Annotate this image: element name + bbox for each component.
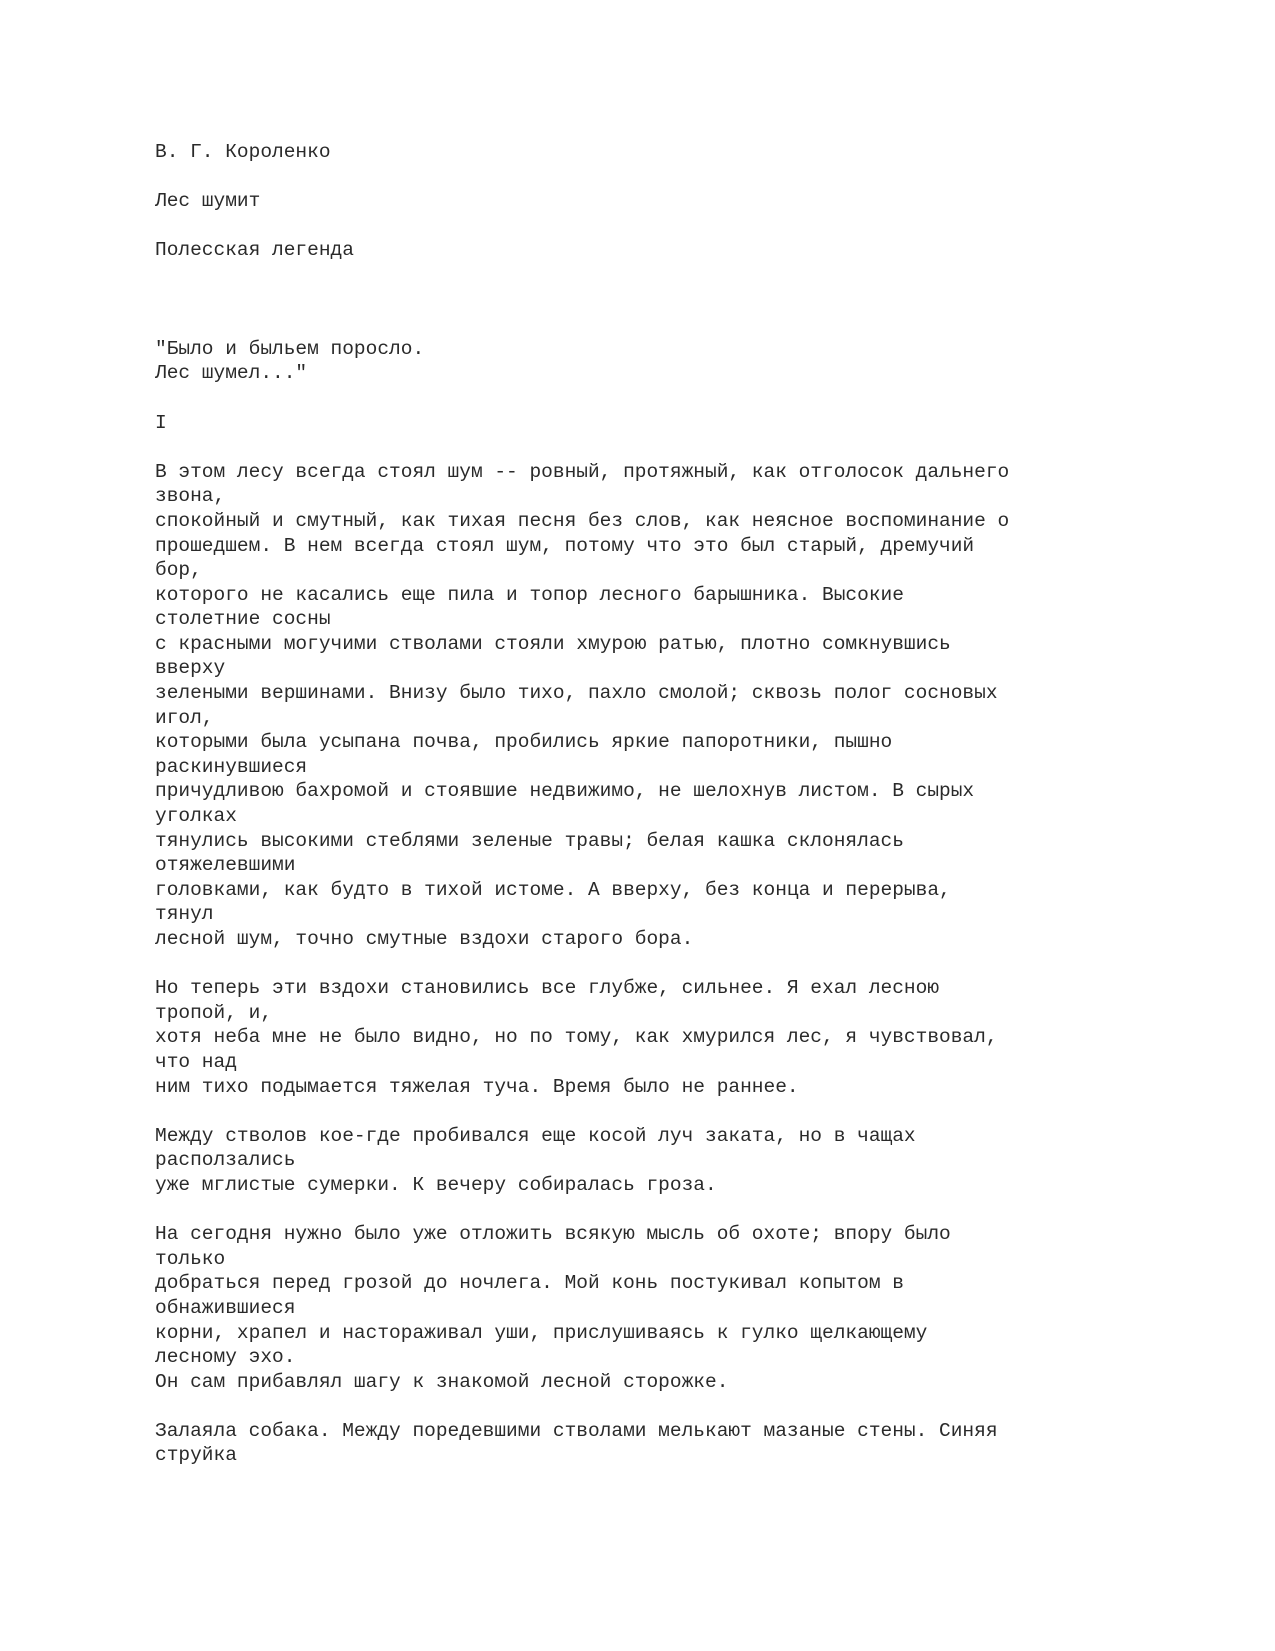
text-line: зелеными вершинами. Внизу было тихо, пахло смолой; сквозь полог сосновых (155, 682, 998, 705)
paragraph (155, 1419, 1235, 1468)
text-line: звона, (155, 485, 226, 508)
paragraph (155, 1124, 1235, 1198)
text-line: хотя неба мне не было видно, но по тому, как хмурился лес, я чувствовал, (155, 1026, 998, 1049)
text-line: лесному эхо. (155, 1346, 296, 1369)
text-line: тянулись высокими стеблями зеленые травы; белая кашка склонялась (155, 829, 904, 852)
text-line: добраться перед грозой до ночлега. Мой конь постукивал копытом в (155, 1272, 904, 1295)
text-line: Он сам прибавлял шагу к знакомой лесной сторожке. (155, 1370, 729, 1393)
text-line: обнажившиеся (155, 1296, 296, 1319)
text-line: что над (155, 1050, 237, 1073)
text-line: бор, (155, 559, 202, 582)
text-line: которыми была усыпана почва, пробились яркие папоротники, пышно (155, 731, 893, 754)
text-line: которого не касались еще пила и топор лесного барышника. Высокие (155, 583, 904, 606)
text-line: лесной шум, точно смутные вздохи старого бора. (155, 928, 694, 951)
text-line: На сегодня нужно было уже отложить всякую мысль об охоте; впору было (155, 1223, 951, 1246)
text-line: расползались (155, 1149, 296, 1172)
text-line: струйка (155, 1444, 237, 1467)
text-line: отяжелевшими (155, 854, 296, 877)
text-line: уголках (155, 805, 237, 828)
epigraph-line: "Было и быльем поросло. (155, 337, 425, 360)
text-line: тянул (155, 903, 214, 926)
paragraph (155, 460, 1235, 952)
text-line: с красными могучими стволами стояли хмурою ратью, плотно сомкнувшись (155, 632, 951, 655)
text-line: корни, храпел и настораживал уши, прислушиваясь к гулко щелкающему (155, 1321, 928, 1344)
text-line: Между стволов кое-где пробивался еще косой луч заката, но в чащах (155, 1124, 916, 1147)
text-line: игол, (155, 706, 214, 729)
text-line: только (155, 1247, 226, 1270)
text-line: прошедшем. В нем всегда стоял шум, потому что это был старый, дремучий (155, 534, 975, 557)
text-line: Но теперь эти вздохи становились все глубже, сильнее. Я ехал лесною (155, 977, 940, 1000)
text-line: тропой, и, (155, 1001, 273, 1024)
title-line: Лес шумит (155, 190, 261, 213)
text-line: раскинувшиеся (155, 755, 308, 778)
text-line: вверху (155, 657, 226, 680)
subtitle-line: Полесская легенда (155, 239, 354, 262)
text-line: ним тихо подымается тяжелая туча. Время было не раннее. (155, 1075, 799, 1098)
paragraph (155, 1222, 1235, 1394)
text-line: уже мглистые сумерки. К вечеру собиралась гроза. (155, 1173, 717, 1196)
epigraph-line: Лес шумел..." (155, 362, 308, 385)
chapter-number: I (155, 411, 167, 434)
author-line: В. Г. Короленко (155, 141, 331, 163)
document-text (155, 140, 1235, 1468)
text-line: Залаяла собака. Между поредевшими стволами мелькают мазаные стены. Синяя (155, 1419, 998, 1442)
text-line: головками, как будто в тихой истоме. А вверху, без конца и перерыва, (155, 878, 951, 901)
text-line: столетние сосны (155, 608, 331, 631)
text-line: причудливою бахромой и стоявшие недвижимо, не шелохнув листом. В сырых (155, 780, 975, 803)
text-line: В этом лесу всегда стоял шум -- ровный, протяжный, как отголосок дальнего (155, 460, 1010, 483)
paragraph (155, 976, 1235, 1099)
text-line: спокойный и смутный, как тихая песня без слов, как неясное воспоминание о (155, 509, 1010, 532)
epigraph (155, 337, 1235, 386)
